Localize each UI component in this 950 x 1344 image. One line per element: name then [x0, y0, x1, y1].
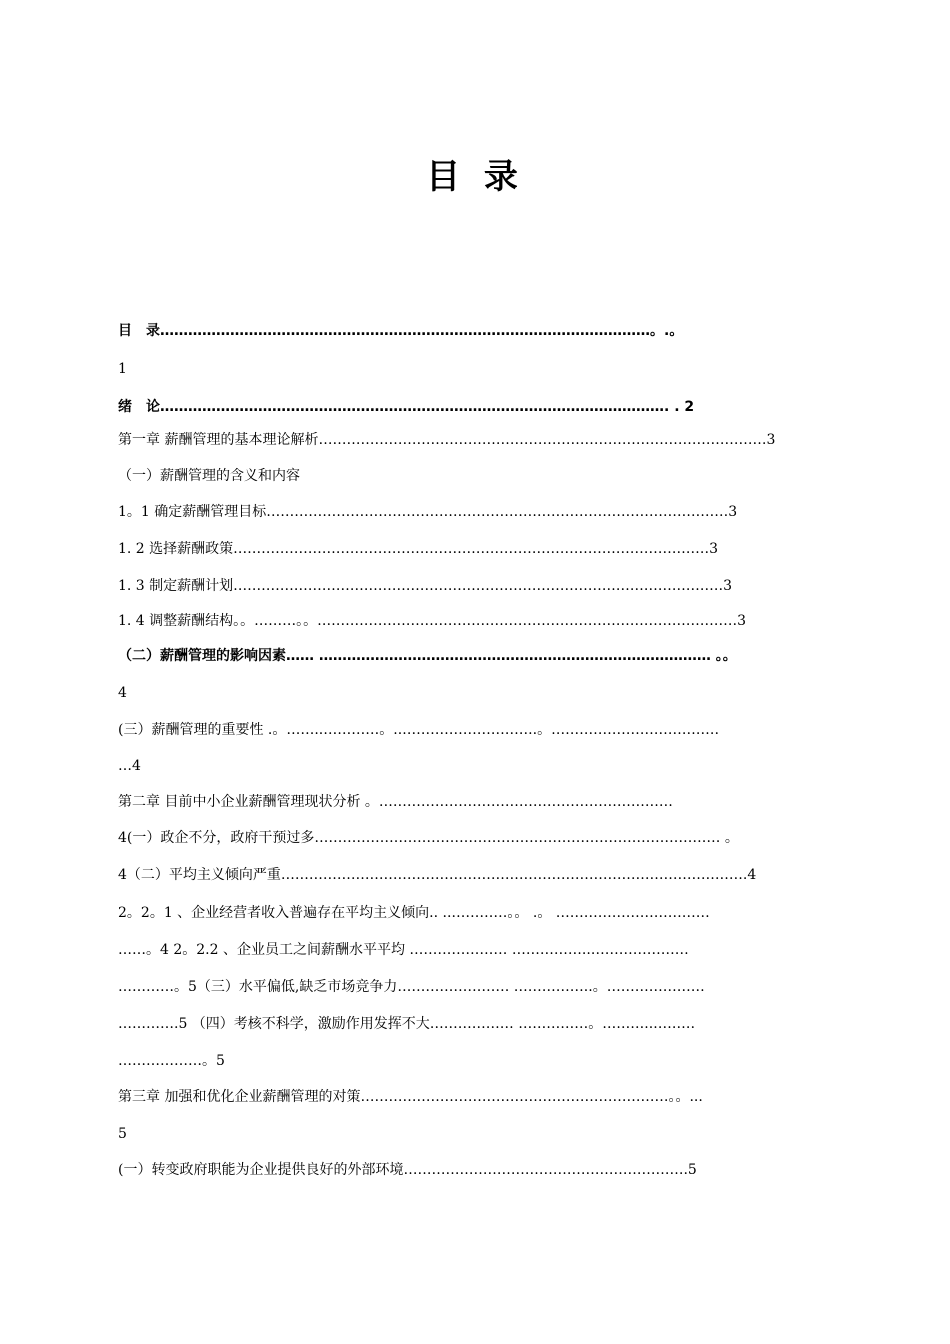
toc-entry: 1: [118, 361, 127, 377]
page-title: 目 录: [426, 157, 524, 197]
toc-entry: （一）薪酬管理的含义和内容: [118, 468, 300, 484]
toc-entry: 绪 论………………………………………………………………………………………………. . 2: [118, 399, 695, 415]
toc-entry: 第一章 薪酬管理的基本理论解析……………………………………………………………………………………3: [118, 432, 776, 448]
toc-entry: 第二章 目前中小企业薪酬管理现状分析 。………………………………………………………: [118, 794, 673, 810]
toc-entry: 2。2。1 、企业经营者收入普遍存在平均主义倾向.. ..…………。。 .。 ……………………………: [118, 905, 710, 921]
toc-entry: 1. 3 制定薪酬计划……………………………………………………………………………………………3: [118, 578, 733, 594]
toc-entry: 1. 2 选择薪酬政策…………………………………………………………………………………………3: [118, 541, 719, 557]
toc-entry: …4: [118, 758, 141, 774]
toc-entry: （二）薪酬管理的影响因素…… ………………………………………………………………………… 。。: [118, 648, 737, 664]
toc-entry: …………。5（三）水平偏低,缺乏市场竞争力…………………… ……………..。…………………: [118, 979, 705, 995]
toc-entry: ………………。5: [118, 1053, 225, 1069]
toc-entry: ………….5 （四）考核不科学，激励作用发挥不大……………… ……………。………..………: [118, 1016, 696, 1032]
toc-entry: 目 录……………………………………………………………………………………………。.。: [118, 323, 684, 339]
toc-entry: 1。1 确定薪酬管理目标………………………………………………………………………………………3: [118, 504, 738, 520]
toc-entry: ……。4 2。2.2 、企业员工之间薪酬水平平均 ………………… ……………..…………………: [118, 942, 689, 958]
toc-entry: 4: [118, 685, 127, 701]
toc-entry: (一）转变政府职能为企业提供良好的外部环境…………………………………………………….5: [118, 1162, 697, 1178]
toc-entry: 第三章 加强和优化企业薪酬管理的对策…………………………………………………………。。...: [118, 1089, 703, 1105]
toc-entry: 4(一）政企不分，政府干预过多…………………………………………………………………………… 。: [118, 830, 739, 846]
toc-entry: 5: [118, 1126, 127, 1142]
toc-entry: (三）薪酬管理的重要性 .。……..…………。..………………………..。………………………………: [118, 722, 720, 738]
toc-entry: 1. 4 调整薪酬结构。。………。。………………………………………………………………………………3: [118, 613, 747, 629]
toc-entry: 4（二）平均主义倾向严重……………………………………………………………………………………….4: [118, 867, 757, 883]
